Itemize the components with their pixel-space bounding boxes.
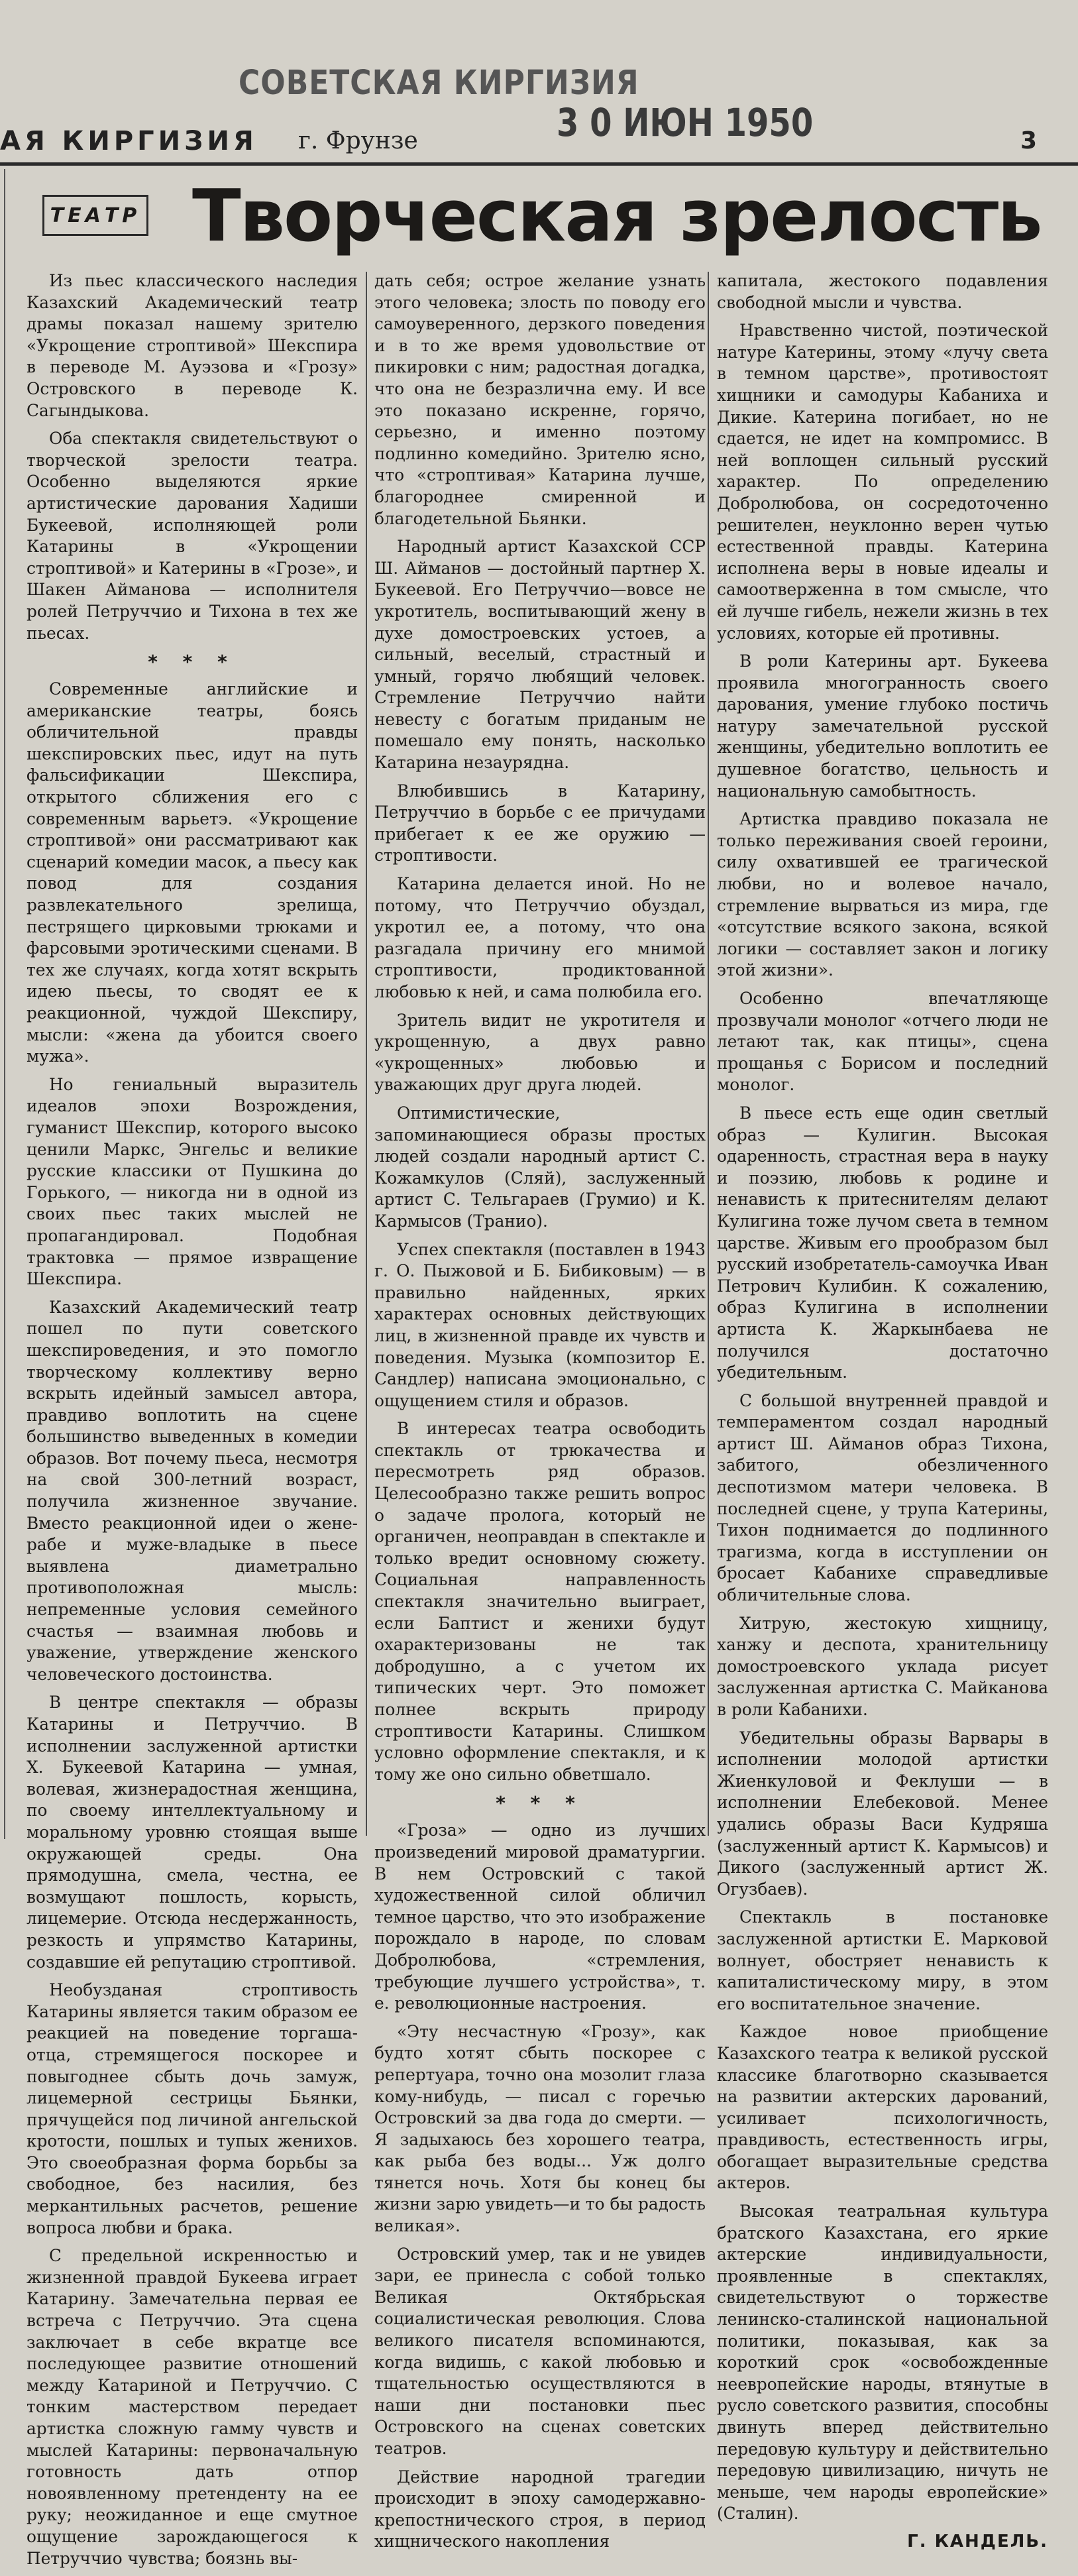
paragraph: Артистка правдиво показала не только переживания своей героини, силу охватившей ее трагической любви, но и волевое начало, стремление вырваться из мира, где «отсутствие всякого закона, всякой логики — составляет закон и логику этой жизни». <box>717 809 1048 980</box>
paragraph: Убедительны образы Варвары в исполнении молодой артистки Жиенкуловой и Феклуши — в исполнении Елебековой. Менее удались образы Васи Кудряша (заслуженный артист К. Кармысов) и Дикого (заслуженный артист Ж. Огузбаев). <box>717 1728 1048 1899</box>
paragraph: «Гроза» — одно из лучших произведений мировой драматургии. В нем Островский с такой художественной силой обличил темное царство, что это изображение порождало в народе, по словам Добролюбова, «стремления, требующие лучшего устройства», т. е. революционные настроения. <box>374 1820 706 2013</box>
library-stamp: СОВЕТСКАЯ КИРГИЗИЯ <box>239 64 639 103</box>
article-column-1 <box>27 270 358 2576</box>
paragraph: Хитрую, жестокую хищницу, ханжу и деспота, хранительницу домостроевского уклада рисует заслуженная артистка С. Майканова в роли Кабанихи. <box>717 1613 1048 1719</box>
paragraph: Но гениальный выразитель идеалов эпохи Возрождения, гуманист Шекспир, которого высоко ценили Маркс, Энгельс и великие русские классики от Пушкина до Горького, — никогда ни в одной из своих пьес таких мыслей не пропагандировал. Подобная трактовка — прямое извращение Шекспира. <box>27 1074 358 1289</box>
paragraph: Зритель видит не укротителя и укрощенную, а двух равно «укрощенных» любовью и уважающих друг друга людей. <box>374 1010 706 1095</box>
paragraph: В интересах театра освободить спектакль от трюкачества и пересмотреть ряд образов. Целесообразно также решить вопрос о задаче пролога, который не органичен, неоправдан в спектакле и только вредит основному сюжету. Социальная направленность спектакля значительно выиграет, если Баптист и женихи будут охарактеризованы не так добродушно, а с учетом их типических черт. Это поможет полнее вскрыть природу строптивости Катарины. Слишком условно оформление спектакля, и к тому же оно сильно обветшало. <box>374 1419 706 1784</box>
newspaper-name: АЯ КИРГИЗИЯ <box>0 126 258 156</box>
paragraph: Каждое новое приобщение Казахского театра к великой русской классике благотворно сказывается на развитии актерских дарований, усиливает психологичность, правдивость, естественность игры, обогащает выразительные средства актеров. <box>717 2022 1048 2193</box>
paragraph: Необузданая строптивость Катарины является таким образом ее реакцией на поведение торгаша-отца, стремящегося поскорее и повыгоднее сбыть дочь замуж, лицемерной сестрицы Бьянки, прячущейся под личиной ангельской кротости, пошлых и тупых женихов. Это своеобразная форма борьбы за свободное, без насилия, без меркантильных расчетов, решение вопроса любви и брака. <box>27 1980 358 2237</box>
paragraph: Народный артист Казахской ССР Ш. Айманов — достойный партнер Х. Букеевой. Его Петруччио—вовсе не укротитель, воспитывающий жену в духе домостроевских устоев, а сильный, веселый, страстный и умный, горячо любящий человек. Стремление Петруччио найти невесту с богатым приданым не помешало ему понять, насколько Катарина незаурядна. <box>374 537 706 773</box>
paragraph: Оптимистические, запоминающиеся образы простых людей создали народный артист С. Кожамкулов (Сляй), заслуженный артист С. Тельгараев (Грумио) и К. Кармысов (Транио). <box>374 1103 706 1231</box>
paragraph: Из пьес классического наследия Казахский Академический театр драмы показал нашему зрителю «Укрощение строптивой» Шекспира в переводе М. Ауэзова и «Грозу» Островского в переводе К. Сагындыкова. <box>27 271 358 420</box>
paragraph: В роли Катерины арт. Букеева проявила многогранность своего дарования, умение глубоко постичь натуру замечательной русской женщины, убедительно воплотить ее душевное богатство, цельность и национальную самобытность. <box>717 651 1048 801</box>
city-label: г. Фрунзе <box>298 127 418 154</box>
paragraph: Нравственно чистой, поэтической натуре Катерины, этому «лучу света в темном царстве», противостоят хищники и самодуры Кабаниха и Дикие. Катерина погибает, но не сдается, не идет на компромисс. В ней воплощен сильный русский характер. По определению Добролюбова, он сосредоточенно решителен, неуклонно верен чутью естественной правды. Катерина исполнена веры в новые идеалы и самоотверженна в том смысле, что ей лучше гибель, нежели жизнь в тех условиях, которые ей противны. <box>717 321 1048 643</box>
article-column-3 <box>717 270 1048 2551</box>
paragraph: Оба спектакля свидетельствуют о творческой зрелости театра. Особенно выделяются яркие артистические дарования Хадиши Букеевой, исполняющей роли Катарины в «Укрощении строптивой» и Катерины в «Грозе», и Шакен Айманова — исполнителя ролей Петруччио и Тихона в тех же пьесах. <box>27 429 358 643</box>
date-stamp: 3 0 ИЮН 1950 <box>557 101 814 146</box>
paragraph: Катарина делается иной. Но не потому, что Петруччио обуздал, укротил ее, а потому, что она разгадала причину его мнимой строптивости, продиктованной любовью к ней, и сама полюбила его. <box>374 874 706 1001</box>
author-signature: Г. КАНДЕЛЬ. <box>907 2531 1048 2551</box>
paragraph: дать себя; острое желание узнать этого человека; злость по поводу его самоуверенного, дерзкого поведения и в то же время удовольствие от пикировки с ним; радостная догадка, что она не безразлична ему. И все это показано искренне, горячо, серьезно, и именно поэтому подлинно комедийно. Зрителю ясно, что «строптивая» Катарина лучше, благороднее смиренной и благодетельной Бьянки. <box>374 271 706 528</box>
paragraph: С предельной искренностью и жизненной правдой Букеева играет Катарину. Замечательна первая ее встреча с Петруччио. Эта сцена заключает в себе вкратце все последующее развитие отношений между Катариной и Петруччио. С тонким мастерством передает артистка сложную гамму чувств и мыслей Катарины: первоначальную готовность дать отпор новоявленному претенденту на ее руку; неожиданное и еще смутное ощущение зарождающегося к Петруччио чувства; боязнь вы- <box>27 2246 358 2568</box>
paragraph: В центре спектакля — образы Катарины и Петруччио. В исполнении заслуженной артистки Х. Букеевой Катарина — умная, волевая, жизнерадостная женщина, по своему интеллектуальному и моральному уровню стоящая выше окружающей среды. Она прямодушна, смела, честна, ее возмущают пошлость, корысть, лицемерие. Отсюда несдержанность, резкость и упрямство Катарины, создавшие ей репутацию строптивой. <box>27 1693 358 1972</box>
paragraph: Высокая театральная культура братского Казахстана, его яркие актерские индивидуальности, проявленные в спектаклях, свидетельствуют о торжестве ленинско-сталинской национальной политики, показывая, как за короткий срок «освобожденные неевропейские народы, втянутые в русло советского развития, способны двинуть вперед действительно передовую культуру и действительно передовую цивилизацию, ничуть не меньше, чем народы европейские» (Сталин). <box>717 2202 1048 2524</box>
header-rule <box>0 162 1078 166</box>
paragraph: Островский умер, так и не увидев зари, ее принесла с собой только Великая Октябрьская социалистическая революция. Слова великого писателя вспоминаются, когда видишь, с какой любовью и тщательностью осуществляются в наши дни постановки пьес Островского на сценах советских театров. <box>374 2244 706 2458</box>
paragraph: Спектакль в постановке заслуженной артистки Е. Марковой волнует, обостряет ненависть к капиталистическому миру, в этом его воспитательное значение. <box>717 1907 1048 2013</box>
paragraph: Современные английские и американские театры, боясь обличительной правды шекспировских пьес, идут на путь фальсификации Шекспира, открытого сближения его с современным варьетэ. «Укрощение строптивой» они рассматривают как сценарий комедии масок, а пьесу как повод для создания развлекательного зрелища, пестрящего цирковыми трюками и фарсовыми эротическими сценами. В тех же случаях, когда хотят вскрыть идею пьесы, то сводят ее к реакционной, чуждой Шекспиру, мысли: «жена да убоится своего мужа». <box>27 679 358 1066</box>
column-divider <box>366 272 367 1836</box>
paragraph: С большой внутренней правдой и темпераментом создал народный артист Ш. Айманов образ Тихона, забитого, обезличенного деспотизмом матери человека. В последней сцене, у трупа Катерины, Тихон поднимается до подлинного трагизма, когда в исступлении он бросает Кабанихе справедливые обличительные слова. <box>717 1390 1048 1605</box>
left-border-rule <box>4 169 5 1839</box>
rubric-box: ТЕАТР <box>42 195 148 236</box>
section-separator: * * * <box>148 651 237 673</box>
paragraph: Особенно впечатляюще прозвучали монолог «отчего люди не летают так, как птицы», сцена прощанья с Борисом и последний монолог. <box>717 989 1048 1095</box>
page-number: 3 <box>1020 127 1038 154</box>
column-divider <box>708 272 709 1836</box>
section-separator: * * * <box>496 1792 584 1815</box>
paragraph: В пьесе есть еще один светлый образ — Кулигин. Высокая одаренность, страстная вера в науку и поэзию, любовь к родине и ненависть к притеснителям делают Кулигина тоже лучом света в темном царстве. Живым его прообразом был русский изобретатель-самоучка Иван Петрович Кулибин. К сожалению, образ Кулигина в исполнении артиста К. Жаркынбаева не получился достаточно убедительным. <box>717 1103 1048 1382</box>
paragraph: «Эту несчастную «Грозу», как будто хотят сбыть поскорее с репертуара, точно она мозолит глаза кому-нибудь, — писал с горечью Островский за два года до смерти. — Я задыхаюсь без хорошего театра, как рыба без воды... Уж долго тянется ночь. Хотя бы конец бы жизни зарю увидеть—и то бы радость великая». <box>374 2021 706 2236</box>
article-column-2 <box>374 270 706 2559</box>
article-title: Творческая зрелость <box>192 175 1042 258</box>
paragraph: Казахский Академический театр пошел по пути советского шекспироведения, и это помогло творческому коллективу верно вскрыть идейный замысел автора, правдиво воплотить на сцене большинство выведенных в комедии образов. Вот почему пьеса, несмотря на свой 300-летний возраст, получила жизненное звучание. Вместо реакционной идеи о жене-рабе и муже-владыке в пьесе выявлена диаметрально противоположная мысль: непременные условия семейного счастья — взаимная любовь и уважение, утверждение женского человеческого достоинства. <box>27 1297 358 1684</box>
paragraph: Влюбившись в Катарину, Петруччио в борьбе с ее причудами прибегает к ее же оружию — строптивости. <box>374 781 706 866</box>
paragraph: Успех спектакля (поставлен в 1943 г. О. Пыжовой и Б. Бибиковым) — в правильно найденных, ярких характерах основных действующих лиц, в жизненной правде их чувств и поведения. Музыка (композитор Е. Сандлер) написана эмоционально, с ощущением стиля и образов. <box>374 1239 706 1410</box>
paragraph: капитала, жестокого подавления свободной мысли и чувства. <box>717 271 1048 312</box>
paragraph: Действие народной трагедии происходит в эпоху самодержавно-крепостнического строя, в период хищнического накопления <box>374 2467 706 2551</box>
